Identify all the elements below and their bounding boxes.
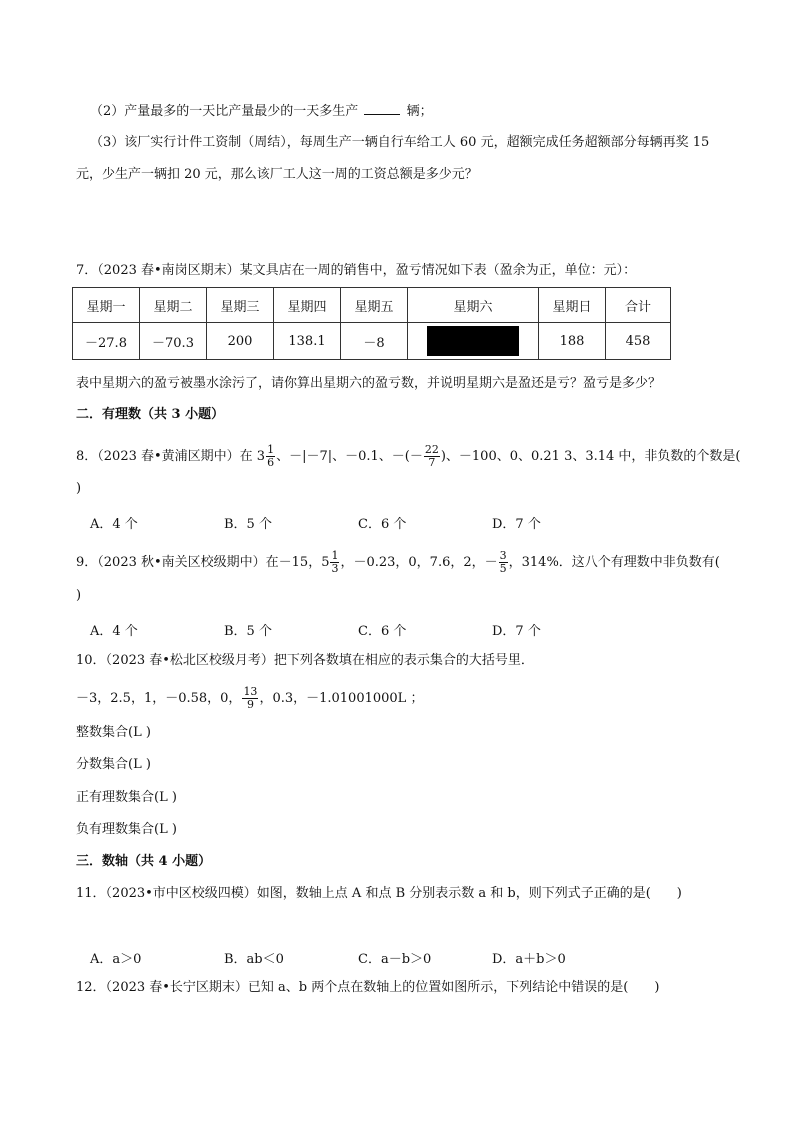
q7-value-sun: 188 [539,323,606,360]
q9-close: ) [76,588,82,603]
q7-value-wed: 200 [207,323,274,360]
q6-part2 [90,102,433,121]
q7-header-tue: 星期二 [140,288,207,323]
q9-option-b[interactable]: B．5 个 [224,624,272,639]
q8-mid2: )、－100、0、0.21 3、3.14 中，非负数的个数是( [440,449,741,464]
q10-number-list [76,686,423,711]
q9-option-a[interactable]: A．4 个 [90,624,138,639]
q12-stem: 12．（2023 春•长宁区期末）已知 a、b 两个点在数轴上的位置如图所示，下列结论中错误的是( ) [76,980,660,995]
q9-prefix: 9．（2023 秋•南关区校级期中）在－15，5 [76,555,330,570]
q7-header-fri: 星期五 [341,288,408,323]
q9-fraction-2 [499,550,508,575]
q8-option-c[interactable]: C．6 个 [358,517,407,532]
q11-option-c[interactable]: C．a－b＞0 [358,952,432,967]
q6-part2-before: （2）产量最多的一天比产量最少的一天多生产 [90,104,359,119]
q8-option-b[interactable]: B．5 个 [224,517,272,532]
q11-options [90,948,626,967]
q7-stem: 7．（2023 春•南岗区期末）某文具店在一周的销售中，盈亏情况如下表（盈余为正，单位：元）： [76,263,637,278]
q7-followup: 表中星期六的盈亏被墨水涂污了，请你算出星期六的盈亏数，并说明星期六是盈还是亏？盈亏是多少？ [76,376,662,391]
q8-f2-num: 22 [424,443,439,456]
q10-set-fractions[interactable]: 分数集合(L ) [76,757,151,772]
q8-fraction-1 [266,444,275,469]
q7-value-sat [408,323,539,360]
q6-part3-line1: （3）该厂实行计件工资制（周结），每周生产一辆自行车给工人 60 元，超额完成任务超额部分每辆再奖 15 [90,135,710,150]
q7-header-total: 合计 [606,288,671,323]
q11-option-d[interactable]: D．a＋b＞0 [492,952,566,967]
q7-value-row [73,323,671,360]
q11-option-a[interactable]: A．a＞0 [90,952,142,967]
q7-header-mon: 星期一 [73,288,140,323]
q10-stem: 10．（2023 春•松北区校级月考）把下列各数填在相应的表示集合的大括号里． [76,653,534,668]
q9-mid2: ，314%．这八个有理数中非负数有( [508,555,720,570]
ink-blot [427,326,519,356]
q7-header-wed: 星期三 [207,288,274,323]
q7-header-sun: 星期日 [539,288,606,323]
q6-answer-blank[interactable] [364,102,400,115]
q11-stem: 11．（2023•市中区校级四模）如图，数轴上点 A 和点 B 分别表示数 a 和 b，则下列式子正确的是( ) [76,886,682,901]
q9-f2-num: 3 [499,549,507,562]
q8-f1-num: 1 [267,443,275,456]
q6-part2-after: 辆； [406,104,433,119]
q8-f1-den: 6 [267,456,275,469]
section3-title: 三．数轴（共 4 小题） [76,854,212,869]
q10-fraction [242,686,258,711]
q8-option-a[interactable]: A．4 个 [90,517,138,532]
section2-title: 二．有理数（共 3 小题） [76,407,225,422]
q7-value-fri: －8 [341,323,408,360]
q7-value-mon: －27.8 [73,323,140,360]
q10-set-integers[interactable]: 整数集合(L ) [76,725,151,740]
q8-stem [76,444,741,469]
q8-fraction-2 [424,444,440,469]
q9-option-d[interactable]: D．7 个 [492,624,541,639]
q10-set-negative[interactable]: 负有理数集合(L ) [76,822,177,837]
q9-mid1: ，－0.23，0，7.6，2，－ [340,555,498,570]
q7-header-sat: 星期六 [408,288,539,323]
q9-stem [76,550,720,575]
q10-set-positive[interactable]: 正有理数集合(L ) [76,790,177,805]
q9-options [90,620,626,639]
q9-f1-den: 3 [331,562,339,575]
q8-options [90,513,626,532]
q7-table [72,287,671,360]
q7-value-tue: －70.3 [140,323,207,360]
q7-value-thu: 138.1 [274,323,341,360]
q7-header-row [73,288,671,323]
q10-list-before: －3，2.5，1，－0.58，0， [76,691,242,706]
q8-option-d[interactable]: D．7 个 [492,517,541,532]
q7-header-thu: 星期四 [274,288,341,323]
q8-mid1: 、－|－7|、－0.1、－(－ [276,449,423,464]
q10-list-after: ，0.3，－1.01001000L ； [259,691,424,706]
q9-option-c[interactable]: C．6 个 [358,624,407,639]
q8-close: ) [76,481,82,496]
q7-value-total: 458 [606,323,671,360]
q9-fraction-1 [330,550,339,575]
q9-f2-den: 5 [499,562,507,575]
q11-option-b[interactable]: B．ab＜0 [224,952,284,967]
q10-f-den: 9 [246,698,254,711]
q10-f-num: 13 [243,685,258,698]
q9-f1-num: 1 [331,549,339,562]
q6-part3-line2: 元，少生产一辆扣 20 元，那么该厂工人这一周的工资总额是多少元？ [76,167,478,182]
q8-prefix: 8．（2023 春•黄浦区期中）在 3 [76,449,266,464]
q8-f2-den: 7 [428,456,436,469]
